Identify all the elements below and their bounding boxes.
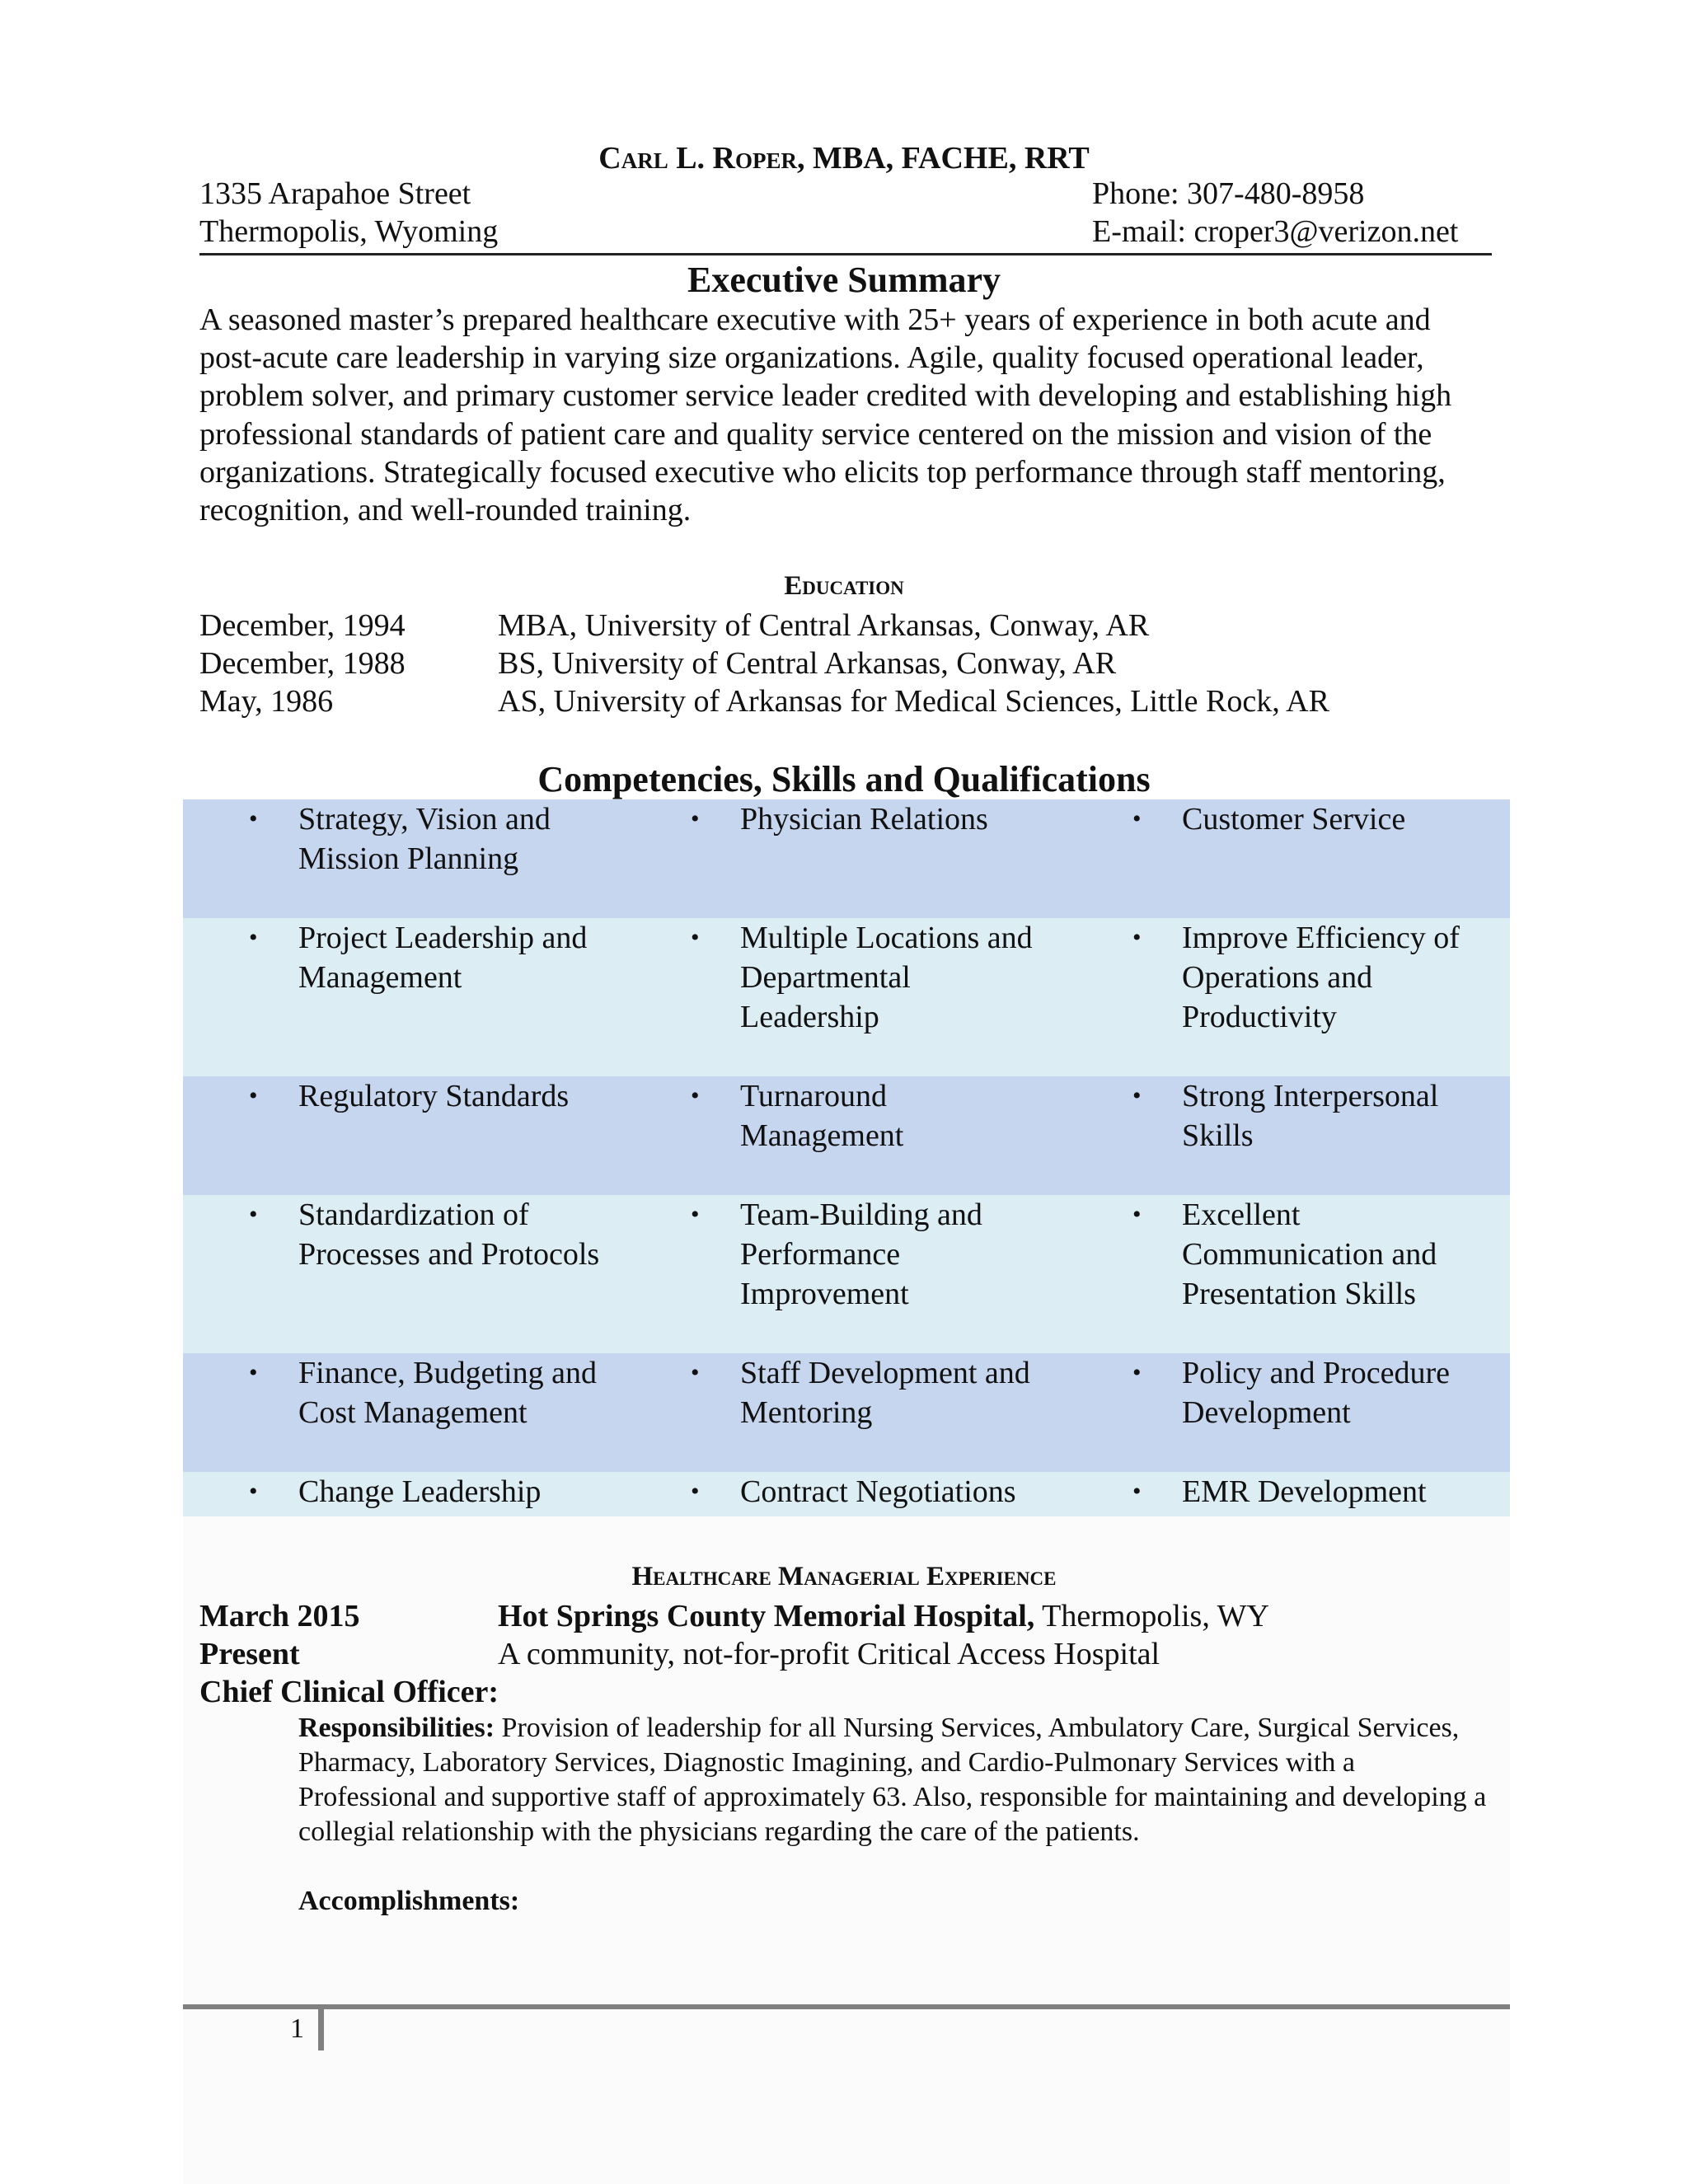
responsibilities-body: Provision of leadership for all Nursing Services, Ambulatory Care, Surgical Services, Pharmacy, Laboratory Services, Diagnostic Imagining, and Cardio-Pulmonary Services with a Professional and supportive staff of approximately 63. Also, responsible for maintaining and developing a collegial relationship with the physicians regarding the care of the patients. <box>298 1713 1487 1847</box>
bullet-icon: • <box>249 1082 258 1109</box>
competency-item: • Project Leadership and Management <box>183 918 625 1076</box>
education-date: December, 1988 <box>199 646 406 681</box>
experience-heading: Healthcare Managerial Experience <box>631 1562 1057 1591</box>
bullet-icon: • <box>691 1082 700 1109</box>
education-entry <box>199 682 1518 720</box>
education-date: May, 1986 <box>199 684 334 719</box>
bullet-icon: • <box>691 1478 700 1505</box>
competency-item: • Contract Negotiations <box>625 1472 1067 1516</box>
bullet-icon: • <box>1132 1082 1142 1109</box>
competency-item: • Strong Interpersonal Skills <box>1067 1076 1508 1195</box>
competency-item: • Excellent Communication and Presentation Skills <box>1067 1195 1508 1353</box>
competency-item: • Standardization of Processes and Protocols <box>183 1195 625 1353</box>
competency-row <box>183 1195 1510 1353</box>
bullet-icon: • <box>249 1201 258 1228</box>
competency-item: • Multiple Locations and Departmental Leadership <box>625 918 1067 1076</box>
responsibilities-text <box>298 1711 1493 1849</box>
bullet-icon: • <box>249 1359 258 1386</box>
bullet-icon: • <box>1132 1359 1142 1386</box>
experience-employer-line <box>498 1597 1269 1635</box>
competency-item: • Change Leadership <box>183 1472 625 1516</box>
bullet-icon: • <box>249 805 258 832</box>
competency-row <box>183 799 1510 918</box>
employer-name: Hot Springs County Memorial Hospital, <box>498 1599 1035 1633</box>
position-title: Chief Clinical Officer: <box>199 1675 499 1709</box>
employer-description: A community, not-for-profit Critical Access Hospital <box>498 1637 1160 1671</box>
page-number: 1 <box>290 2013 304 2044</box>
summary-text: A seasoned master’s prepared healthcare executive with 25+ years of experience in both acute and post-acute care leadership in varying size organizations. Agile, quality focused operational leader, problem solver, and primary customer service leader credited with developing and establishing high professional standards of patient care and quality service centered on the mission and vision of the organizations. Strategically focused executive who elicits top performance through staff mentoring, recognition, and well-rounded training. <box>199 302 1452 528</box>
education-date: December, 1994 <box>199 608 406 643</box>
bullet-icon: • <box>691 1359 700 1386</box>
phone-number: Phone: 307-480-8958 <box>1092 176 1365 211</box>
competency-item: • Finance, Budgeting and Cost Management <box>183 1353 625 1472</box>
bullet-icon: • <box>249 1478 258 1505</box>
summary-heading: Executive Summary <box>687 260 1001 300</box>
email-address: E-mail: croper3@verizon.net <box>1092 214 1459 249</box>
competency-item: • EMR Development <box>1067 1472 1508 1516</box>
experience-end-date: Present <box>199 1637 300 1671</box>
education-entry <box>199 607 1518 644</box>
accomplishments-label: Accomplishments: <box>298 1886 520 1916</box>
competency-item: • Improve Efficiency of Operations and Productivity <box>1067 918 1508 1076</box>
competency-item: • Customer Service <box>1067 799 1508 918</box>
education-entry <box>199 644 1518 682</box>
competency-row <box>183 1472 1510 1516</box>
competency-item: • Regulatory Standards <box>183 1076 625 1195</box>
responsibilities-label: Responsibilities: <box>298 1713 495 1743</box>
employer-location: Thermopolis, WY <box>1034 1599 1269 1633</box>
bullet-icon: • <box>691 924 700 951</box>
candidate-name: Carl L. Roper, MBA, FACHE, RRT <box>598 141 1090 176</box>
education-degree: BS, University of Central Arkansas, Conway, AR <box>498 646 1117 681</box>
education-heading: Education <box>784 571 904 601</box>
bullet-icon: • <box>691 805 700 832</box>
footer-divider <box>183 2004 1510 2009</box>
bullet-icon: • <box>1132 805 1142 832</box>
bullet-icon: • <box>691 1201 700 1228</box>
page-number-bar <box>318 2009 324 2050</box>
address-street: 1335 Arapahoe Street <box>199 176 471 211</box>
bullet-icon: • <box>1132 1201 1142 1228</box>
competency-item: • Policy and Procedure Development <box>1067 1353 1508 1472</box>
competency-row <box>183 1353 1510 1472</box>
bullet-icon: • <box>1132 924 1142 951</box>
competencies-heading: Competencies, Skills and Qualifications <box>537 759 1151 799</box>
competency-item: • Staff Development and Mentoring <box>625 1353 1067 1472</box>
experience-start-date: March 2015 <box>199 1599 360 1633</box>
bullet-icon: • <box>249 924 258 951</box>
competency-row <box>183 918 1510 1076</box>
address-city: Thermopolis, Wyoming <box>199 214 499 249</box>
competency-item: • Strategy, Vision and Mission Planning <box>183 799 625 918</box>
competencies-table <box>183 799 1510 1516</box>
competency-item: • Team-Building and Performance Improvement <box>625 1195 1067 1353</box>
competency-item: • Physician Relations <box>625 799 1067 918</box>
bullet-icon: • <box>1132 1478 1142 1505</box>
header-divider <box>199 253 1492 255</box>
education-degree: MBA, University of Central Arkansas, Conway, AR <box>498 608 1150 643</box>
competency-row <box>183 1076 1510 1195</box>
competency-item: • Turnaround Management <box>625 1076 1067 1195</box>
education-degree: AS, University of Arkansas for Medical Sciences, Little Rock, AR <box>498 684 1329 719</box>
